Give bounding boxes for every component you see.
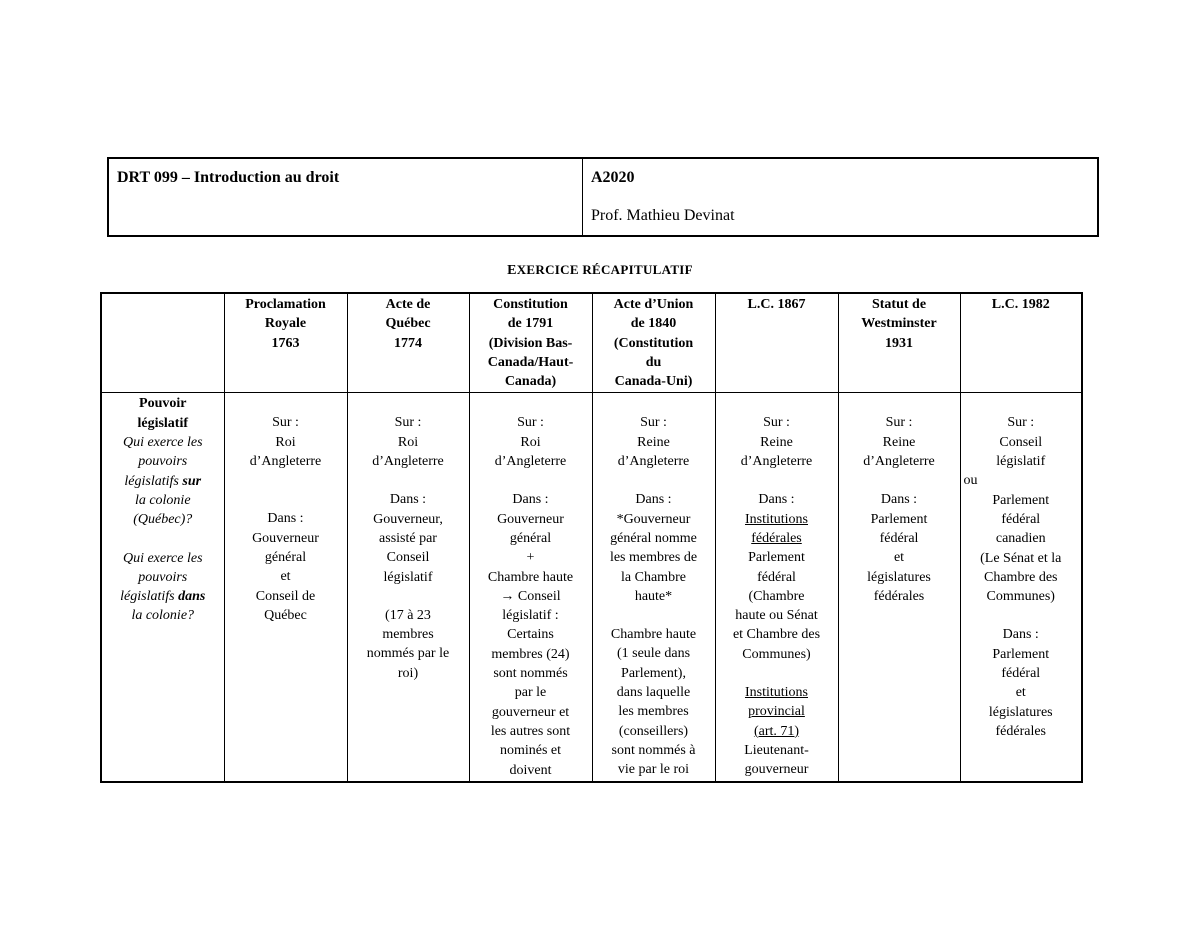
text-line: Canada/Haut- xyxy=(487,354,574,370)
text-line: Sur : xyxy=(517,415,544,431)
text-line: Québec xyxy=(385,316,431,332)
col-header xyxy=(715,293,838,393)
text-line: législatures xyxy=(988,704,1053,720)
text-line: Pouvoir xyxy=(139,396,187,412)
text-line: Sur : xyxy=(763,415,790,431)
text-line: 1763 xyxy=(271,335,300,351)
text-line: fédéral xyxy=(757,569,796,585)
title-rest: XERCICE RÉCAPITULATIF xyxy=(516,262,693,277)
text-line: législatif : xyxy=(502,608,559,624)
text-line: Gouverneur xyxy=(252,530,319,546)
text-line: Sur : xyxy=(885,415,913,431)
cell-lc-1867 xyxy=(715,393,838,782)
text-line: législatif xyxy=(137,415,189,431)
text-line: d’Angleterre xyxy=(863,454,935,470)
text-line: (Division Bas- xyxy=(488,335,573,351)
text-line: Québec xyxy=(264,607,307,623)
page-title xyxy=(0,262,1200,279)
col-header xyxy=(592,293,715,393)
text-line: gouverneur xyxy=(744,762,809,778)
cell-acte-de-quebec xyxy=(347,393,469,782)
text-line: général nomme xyxy=(610,530,697,546)
text-line: les autres sont xyxy=(490,723,571,739)
title-first-letter: E xyxy=(507,263,517,278)
text-line: Roi xyxy=(275,434,296,450)
text-line: sont nommés à xyxy=(611,742,696,758)
text-line: sont nommés xyxy=(493,666,568,682)
text-line: Dans : xyxy=(635,492,672,508)
text-line: de 1791 xyxy=(507,316,554,332)
text-line: Parlement xyxy=(992,492,1050,508)
text-line: fédérales xyxy=(995,723,1047,739)
ou-label: ou xyxy=(963,473,978,489)
table-row xyxy=(101,393,1082,782)
text-line: Statut de xyxy=(871,297,927,312)
text-line: et xyxy=(280,569,291,585)
question-dans: Qui exerce les pouvoirs législatifs dans la colonie? xyxy=(105,549,221,626)
text-line: gouverneur et xyxy=(491,704,570,720)
text-line: vie par le roi xyxy=(617,762,690,778)
text-line: pouvoirs xyxy=(138,454,188,470)
text-line: du xyxy=(645,354,662,370)
text-line: L.C. 1982 xyxy=(991,297,1050,312)
text-line: (Le Sénat et la xyxy=(980,550,1062,566)
text-line: la Chambre xyxy=(621,569,686,585)
text-line: les membres xyxy=(618,704,689,720)
arrow-line: → Conseil xyxy=(500,588,561,604)
text-line: Reine xyxy=(637,434,670,450)
col-header xyxy=(838,293,960,393)
text-line: (Chambre xyxy=(748,588,805,604)
text-line: haute ou Sénat xyxy=(735,608,818,624)
text-line xyxy=(596,606,712,625)
text-line: Roi xyxy=(397,434,419,450)
text-line: Conseil xyxy=(386,550,430,566)
text-line: nominés et xyxy=(499,743,562,759)
text-line: Chambre des xyxy=(984,569,1058,585)
text-line: (Québec)? xyxy=(133,512,193,528)
text-line xyxy=(351,471,466,490)
text-line: Dans : xyxy=(389,492,427,508)
text-line: Constitution xyxy=(493,297,568,312)
text-line: + xyxy=(526,550,535,566)
header-row xyxy=(101,293,1082,393)
cell-proclamation-royale xyxy=(224,393,347,782)
col-header xyxy=(469,293,592,393)
course-header-box xyxy=(107,157,1099,237)
text-line: fédérales xyxy=(751,530,802,546)
institutions-federales xyxy=(719,510,835,549)
text-line xyxy=(596,471,712,490)
text-line: fédérales xyxy=(873,588,925,604)
text-line: haute* xyxy=(634,588,673,604)
text-line: les membres de xyxy=(609,550,698,566)
text-line: fédéral xyxy=(1001,511,1041,527)
text-line: la colonie xyxy=(134,492,191,508)
col-header xyxy=(960,293,1082,393)
text-line: de 1840 xyxy=(630,316,677,332)
text-line: dans laquelle xyxy=(616,685,691,701)
text-line: d’Angleterre xyxy=(249,454,322,470)
text-line: assisté par xyxy=(379,530,437,546)
text-line: général xyxy=(264,549,307,565)
text-line: Reine xyxy=(760,434,793,450)
text-line: membres (24) xyxy=(491,646,570,662)
text-line: L.C. 1867 xyxy=(747,297,806,312)
cell-constitution-1791 xyxy=(469,393,592,782)
text-line: général xyxy=(509,530,552,546)
text-line: Chambre haute xyxy=(610,627,697,643)
row-header-title xyxy=(105,394,221,433)
text-line: Canada-Uni) xyxy=(614,374,693,390)
text-line: et xyxy=(1015,685,1026,701)
text-line xyxy=(351,587,466,606)
text-line: Acte de xyxy=(385,297,431,312)
course-title: DRT 099 – Introduction au droit xyxy=(109,159,583,235)
professor-name: Prof. Mathieu Devinat xyxy=(591,207,735,224)
text-line: membres xyxy=(382,627,434,643)
text-line: Dans : xyxy=(880,492,918,508)
text-line: fédéral xyxy=(879,530,919,546)
text-line xyxy=(473,471,589,490)
text-line: d’Angleterre xyxy=(372,454,444,470)
cell-statut-westminster xyxy=(838,393,960,782)
text-line: doivent xyxy=(509,762,552,778)
text-line: d’Angleterre xyxy=(494,454,567,470)
text-line: nommés par le xyxy=(366,646,450,662)
text-line: Dans : xyxy=(758,492,795,508)
text-line: (Constitution xyxy=(613,335,694,351)
text-line: Westminster xyxy=(861,316,937,332)
text-line: législatures xyxy=(867,569,931,585)
cell-lc-1982 xyxy=(960,393,1082,782)
text-line: (art. 71) xyxy=(753,723,800,739)
text-line: et xyxy=(893,550,905,566)
text-line: Qui exerce les xyxy=(122,435,203,451)
text-line: Institutions xyxy=(744,511,808,527)
text-line: Proclamation xyxy=(245,297,326,312)
text-line: Canada) xyxy=(504,374,557,390)
recap-table xyxy=(100,292,1083,783)
row-header-pouvoir-legislatif xyxy=(101,393,224,782)
text-line: d’Angleterre xyxy=(740,454,813,470)
text-line: canadien xyxy=(995,531,1046,547)
text-line xyxy=(964,606,1079,625)
text-line: pouvoirs xyxy=(138,569,188,585)
text-line: (conseillers) xyxy=(618,723,689,739)
text-line: Sur : xyxy=(272,415,299,431)
text-line: Royale xyxy=(264,316,307,332)
text-line: législatif xyxy=(996,454,1046,470)
text-line: Sur : xyxy=(640,415,667,431)
text-line: Communes) xyxy=(986,589,1055,605)
text-line: Sur : xyxy=(1007,415,1035,431)
text-line: Dans : xyxy=(512,492,549,508)
text-line xyxy=(719,664,835,683)
text-line: Qui exerce les xyxy=(122,550,203,566)
text-line: provincial xyxy=(748,704,805,720)
term-label: A2020 xyxy=(591,169,635,186)
text-line: Conseil xyxy=(999,434,1043,450)
text-line: *Gouverneur xyxy=(616,511,691,527)
text-line: Parlement xyxy=(748,550,805,566)
text-line: Certains xyxy=(507,627,554,643)
text-line xyxy=(719,471,835,490)
text-line xyxy=(842,471,957,490)
text-line: Parlement xyxy=(870,511,928,527)
corner-cell xyxy=(101,293,224,393)
text-line: Dans : xyxy=(1002,627,1039,643)
text-line: Roi xyxy=(520,434,541,450)
text-line: roi) xyxy=(397,665,419,681)
text-line: Lieutenant- xyxy=(744,742,809,758)
institutions-provinciales xyxy=(719,683,835,741)
text-line: Conseil de xyxy=(255,588,316,604)
text-line: Communes) xyxy=(742,646,811,662)
text-line: par le xyxy=(514,685,547,701)
text-line: Institutions xyxy=(744,685,808,701)
course-info xyxy=(583,159,1097,235)
col-header xyxy=(347,293,469,393)
text-line: législatif xyxy=(383,569,433,585)
text-line: Chambre haute xyxy=(487,569,574,585)
text-line: Gouverneur xyxy=(497,511,564,527)
col-header xyxy=(224,293,347,393)
text-line: (1 seule dans xyxy=(616,646,691,662)
text-line: 1931 xyxy=(885,335,913,351)
text-line: Acte d’Union xyxy=(613,297,694,312)
text-line: d’Angleterre xyxy=(617,454,690,470)
question-sur: Qui exerce les pouvoirs législatifs sur la colonie (Québec)? xyxy=(105,433,221,529)
text-line xyxy=(228,490,344,509)
text-line: Parlement), xyxy=(621,665,686,681)
text-line: fédéral xyxy=(1001,666,1041,682)
text-line xyxy=(228,471,344,490)
text-line: 1774 xyxy=(394,335,422,351)
text-line: la colonie? xyxy=(131,608,195,624)
text-line: (17 à 23 xyxy=(385,607,431,623)
text-line: Dans : xyxy=(267,511,304,527)
text-line: et Chambre des xyxy=(732,627,821,643)
text-line: Reine xyxy=(882,434,916,450)
text-line: Parlement xyxy=(992,646,1050,662)
text-line: Sur : xyxy=(394,415,422,431)
cell-acte-union-1840 xyxy=(592,393,715,782)
text-line: Gouverneur, xyxy=(373,511,443,527)
